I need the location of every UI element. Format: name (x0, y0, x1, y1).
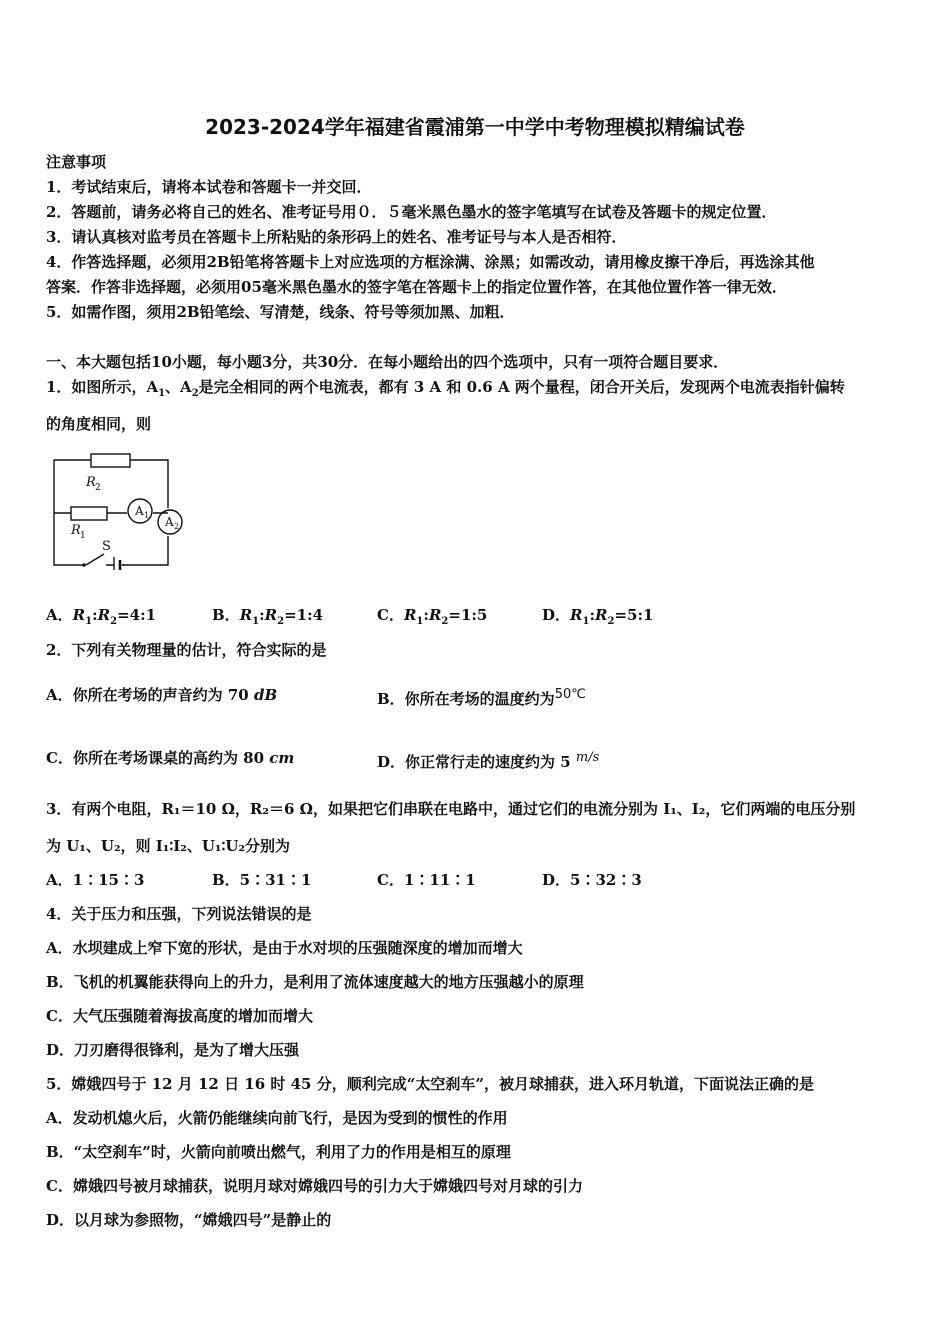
switch-label: S (102, 539, 111, 554)
q1-circuit-diagram (46, 446, 196, 570)
r2-label: R (86, 475, 96, 490)
q1-c-sep: : (423, 606, 429, 624)
q1-a-r1: R (72, 606, 86, 624)
q2-d-text: D．你正常行走的速度约为 5 (377, 753, 576, 771)
q1-stem (46, 377, 845, 404)
notice-item-4-cont: 答案．作答非选择题，必须用05毫米黑色墨水的签字笔在答题卡上的指定位置作答，在其他位置作答一律无效． (46, 278, 787, 296)
q1-a-sep: : (92, 606, 98, 624)
q2-option-b (377, 685, 586, 709)
q1-a-r2: R (97, 606, 111, 624)
q3-option-d: D．5∶32∶3 (542, 871, 642, 889)
r1-resistor (71, 507, 107, 520)
page-title: 2023-2024学年福建省霞浦第一中学中考物理模拟精编试卷 (205, 115, 745, 139)
notice-item-1: 1．考试结束后，请将本试卷和答题卡一并交回． (46, 178, 372, 196)
q2-option-a (46, 685, 277, 705)
q1-d-sep: : (589, 606, 595, 624)
q4-option-d: D．刀刃磨得很锋利，是为了增大压强 (46, 1041, 300, 1059)
q2-option-c (46, 748, 294, 768)
section-header: 一、本大题包括10小题，每小题3分，共30分．在每小题给出的四个选项中，只有一项符合题目要求． (46, 353, 729, 371)
q1-b-sep: : (259, 606, 265, 624)
a1-label-sub: 1 (144, 511, 150, 520)
q2-d-unit: m/s (575, 750, 600, 765)
q1-d-s2: 2 (607, 616, 615, 627)
q1-c-s1: 1 (416, 616, 424, 627)
q2-b-text: B．你所在考场的温度约为 (377, 690, 555, 708)
q1-a-s1: 1 (85, 616, 93, 627)
q1-stem-c: 是完全相同的两个电流表，都有 3 A 和 0.6 A 两个量程，闭合开关后，发现两个电流表指针偏转 (198, 378, 845, 396)
q1-stem-a: 1．如图所示，A (46, 378, 159, 396)
q2-a-text: A．你所在考场的声音约为 70 (46, 686, 254, 704)
q1-b-r1: R (239, 606, 253, 624)
r2-resistor (91, 454, 130, 467)
q1-d-r1: R (570, 606, 583, 624)
a2-label-sub: 2 (174, 522, 180, 531)
q1-sub1: 1 (158, 388, 166, 399)
notice-item-3: 3．请认真核对监考员在答题卡上所粘贴的条形码上的姓名、准考证号与本人是否相符． (46, 228, 627, 246)
a2-label: A (165, 515, 174, 529)
q2-c-text: C．你所在考场课桌的高约为 80 (46, 749, 270, 767)
q1-c-ratio: =1:5 (448, 606, 488, 624)
q2-option-d (377, 748, 599, 772)
q1-option-d (542, 605, 653, 632)
q2-c-unit: cm (269, 749, 295, 767)
q5-option-a: A．发动机熄火后，火箭仍能继续向前飞行，是因为受到的惯性的作用 (46, 1109, 508, 1127)
q1-b-r2: R (264, 606, 278, 624)
r1-label: R (71, 523, 81, 538)
r1-label-sub: 1 (80, 531, 86, 541)
q3-option-b: B．5∶31∶1 (212, 871, 312, 889)
q3-option-c: C．1∶11∶1 (377, 871, 476, 889)
q1-c-letter: C． (377, 606, 404, 624)
q2-b-unit: 50℃ (554, 687, 586, 702)
q2-stem: 2．下列有关物理量的估计，符合实际的是 (46, 641, 327, 659)
q5-option-d: D．以月球为参照物，“嫦娥四号”是静止的 (46, 1211, 332, 1229)
q4-option-c: C．大气压强随着海拔高度的增加而增大 (46, 1007, 313, 1025)
q1-d-s1: 1 (582, 616, 590, 627)
q5-stem: 5．嫦娥四号于 12 月 12 日 16 时 45 分，顺利完成“太空刹车”，被月球捕获，进入环月轨道，下面说法正确的是 (46, 1075, 814, 1093)
q1-option-a (46, 605, 156, 632)
r2-label-sub: 2 (95, 483, 101, 493)
q1-a-ratio: =4:1 (117, 606, 157, 624)
q4-option-b: B．飞机的机翼能获得向上的升力，是利用了流体速度越大的地方压强越小的原理 (46, 973, 584, 991)
q1-stem-line2: 的角度相同，则 (46, 415, 152, 433)
q5-option-b: B．“太空刹车”时，火箭向前喷出燃气，利用了力的作用是相互的原理 (46, 1143, 511, 1161)
q1-a-letter: A． (46, 606, 73, 624)
q1-stem-b: 、A (165, 378, 192, 396)
q1-b-s1: 1 (252, 616, 260, 627)
q5-option-c: C．嫦娥四号被月球捕获，说明月球对嫦娥四号的引力大于嫦娥四号对月球的引力 (46, 1177, 583, 1195)
q3-stem-line1: 3．有两个电阻，R₁＝10 Ω，R₂＝6 Ω，如果把它们串联在电路中，通过它们的电流分别为 I₁、I₂，它们两端的电压分别 (46, 800, 856, 818)
q1-option-b (212, 605, 323, 632)
notice-item-5: 5．如需作图，须用2B铅笔绘、写清楚，线条、符号等须加黑、加粗． (46, 303, 515, 321)
q1-d-letter: D． (542, 606, 571, 624)
q1-d-ratio: =5:1 (614, 606, 654, 624)
q1-c-r1: R (403, 606, 417, 624)
q3-option-a: A．1∶15∶3 (46, 871, 145, 889)
q4-option-a: A．水坝建成上窄下宽的形状，是由于水对坝的压强随深度的增加而增大 (46, 939, 523, 957)
q1-option-c (377, 605, 487, 632)
q3-stem-line2: 为 U₁、U₂，则 I₁∶I₂、U₁∶U₂分别为 (46, 837, 291, 855)
q1-c-r2: R (428, 606, 442, 624)
q1-b-letter: B． (212, 606, 240, 624)
notice-item-2: 2．答题前，请务必将自己的姓名、准考证号用０．５毫米黑色墨水的签字笔填写在试卷及答题卡的规定位置． (46, 203, 777, 221)
q2-a-unit: dB (253, 686, 278, 704)
q1-c-s2: 2 (441, 616, 449, 627)
a1-label: A (135, 504, 144, 518)
q1-sub2: 2 (191, 388, 199, 399)
q1-d-r2: R (595, 606, 608, 624)
q1-b-ratio: =1:4 (284, 606, 324, 624)
switch-blade (86, 554, 104, 565)
q4-stem: 4．关于压力和压强，下列说法错误的是 (46, 905, 312, 923)
notice-heading: 注意事项 (46, 153, 107, 171)
notice-item-4: 4．作答选择题，必须用2B铅笔将答题卡上对应选项的方框涂满、涂黑；如需改动，请用橡皮擦干净后，再选涂其他 (46, 253, 815, 271)
q1-a-s2: 2 (110, 616, 118, 627)
q1-b-s2: 2 (277, 616, 285, 627)
